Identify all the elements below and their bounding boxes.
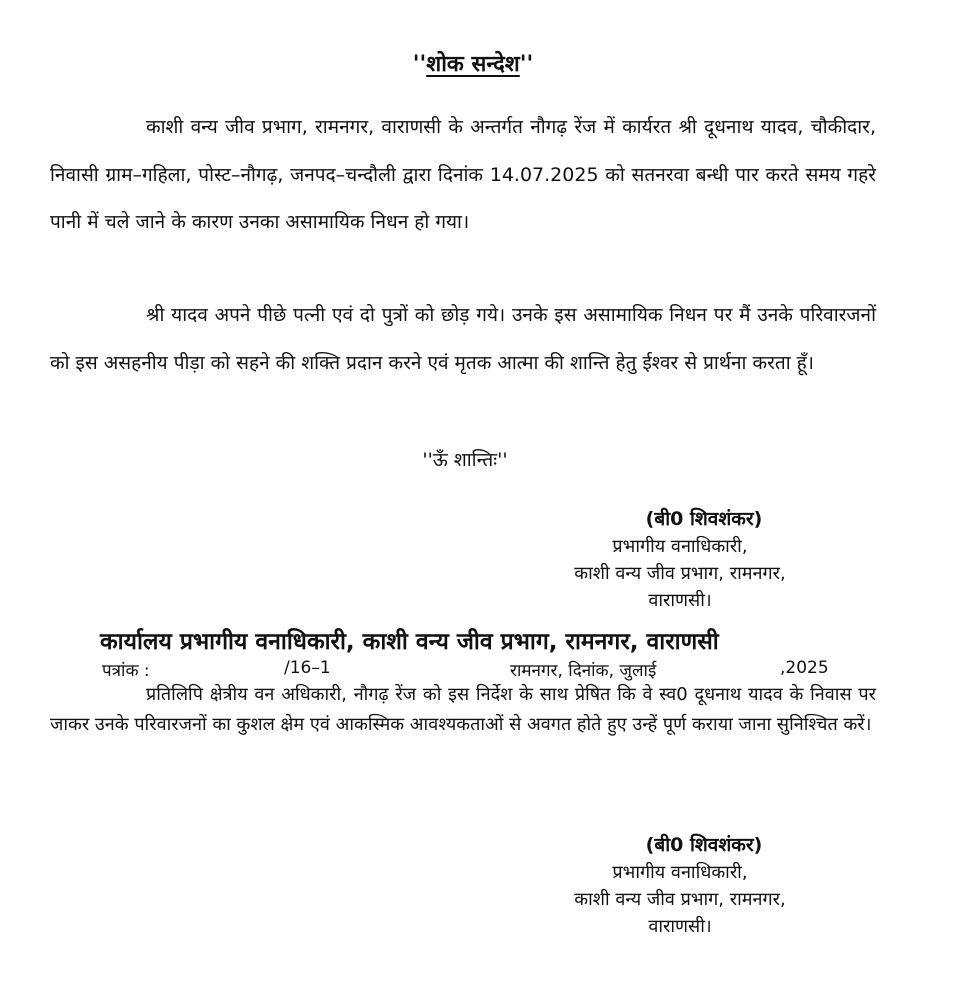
patrank-label: पत्रांक : (102, 661, 150, 681)
signature-block-2 (520, 832, 840, 940)
place-date: रामनगर, दिनांक, जुलाई (510, 661, 657, 681)
year: ,2025 (780, 658, 829, 678)
signatory-division: काशी वन्य जीव प्रभाग, रामनगर, (574, 563, 786, 584)
signatory-name: (बी0 शिवशंकर) (645, 834, 763, 856)
signatory-designation: प्रभागीय वनाधिकारी, (612, 862, 748, 883)
letter-title (0, 48, 946, 78)
om-shanti: ''ऊँ शान्तिः'' (422, 449, 508, 471)
signature-block-1 (520, 506, 840, 614)
paragraph-condolence: श्री यादव अपने पीछे पत्नी एवं दो पुत्रों को छोड़ गये। उनके इस असामायिक निधन पर मैं उनके परिवारजनों को इस असहनीय पीड़ा को सहने की शक्ति प्रदान करने एवं मृतक आत्मा की शान्ति हेतु ईश्वर से प्रार्थना करता हूँ। (50, 304, 876, 374)
paragraph-incident: काशी वन्य जीव प्रभाग, रामनगर, वाराणसी के अन्तर्गत नौगढ़ रेंज में कार्यरत श्री दूधनाथ यादव, चौकीदार, निवासी ग्राम–गहिला, पोस्ट–नौगढ़, जनपद–चन्दौली द्वारा दिनांक 14.07.2025 को सतनरवा बन्धी पार करते समय गहरे पानी में चले जाने के कारण उनका असामायिक निधन हो गया। (50, 116, 876, 233)
copy-paragraph: प्रतिलिपि क्षेत्रीय वन अधिकारी, नौगढ़ रेंज को इस निर्देश के साथ प्रेषित कि वे स्व0 दूधनाथ यादव के निवास पर जाकर उनके परिवारजनों का कुशल क्षेम एवं आकस्मिक आवश्यकताओं से अवगत होते हुए उन्हें पूर्ण कराया जाना सुनिश्चित करें। (50, 684, 876, 735)
signatory-city: वाराणसी। (648, 916, 712, 937)
title-quote-close: '' (519, 52, 534, 77)
office-heading: कार्यालय प्रभागीय वनाधिकारी, काशी वन्य जीव प्रभाग, रामनगर, वाराणसी (100, 629, 719, 655)
title-text: शोक सन्देश (426, 52, 520, 77)
title-quote-open: '' (412, 52, 427, 77)
signatory-designation: प्रभागीय वनाधिकारी, (612, 536, 748, 557)
signatory-name: (बी0 शिवशंकर) (645, 508, 763, 530)
signatory-division: काशी वन्य जीव प्रभाग, रामनगर, (574, 889, 786, 910)
patrank-number: /16–1 (284, 658, 331, 678)
signatory-city: वाराणसी। (648, 590, 712, 611)
